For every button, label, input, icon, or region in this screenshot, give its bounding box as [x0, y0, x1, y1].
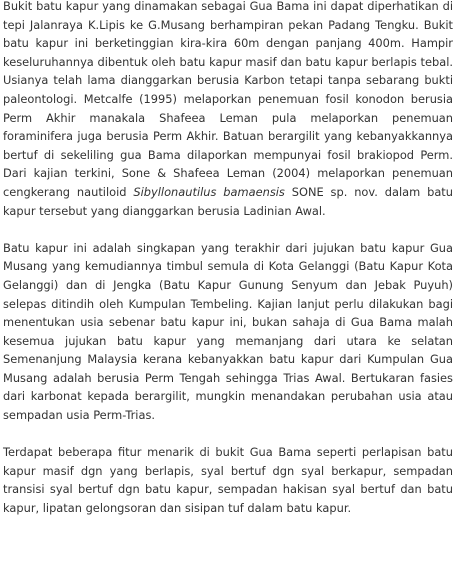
paragraph-limestone-sequence: Batu kapur ini adalah singkapan yang terakhir dari jujukan batu kapur Gua Musang yang kemudiannya timbul semula di Kota Gelanggi (Batu Kapur Kota Gelanggi) dan di Jengka (Batu Kapur Gunung Senyum dan Jebak Puyuh) selepas ditindih oleh Kumpulan Tembeling. Kajian lanjut perlu dilakukan bagi menentukan usia sebenar batu kapur ini, bukan sahaja di Gua Bama malah kesemua jujukan batu kapur yang memanjang dari utara ke selatan Semenanjung Malaysia kerana kebanyakkan batu kapur dari Kumpulan Gua Musang adalah berusia Perm Tengah sehingga Trias Awal. Bertukaran fasies dari karbonat kepada berargilit, mungkin menandakan perubahan usia atau sempadan usia Perm-Trias.	[3, 240, 453, 423]
species-name: Sibyllonautilus bamaensis	[133, 184, 285, 199]
paragraph-1-text-start: Bukit batu kapur yang dinamakan sebagai Gua Bama ini dapat diperhatikan di tepi Jalanraya K.Lipis ke G.Musang berhampiran pekan Padang Tengku. Bukit batu kapur ini berketinggian kira-kira 60m dengan panjang 400m. Hampir keseluruhannya dibentuk oleh batu kapur masif dan batu kapur berlapis tebal. Usianya telah lama dianggarkan berusia Karbon tetapi tanpa sebarang bukti paleontologi. Metcalfe (1995) melaporkan penemuan fosil konodon berusia Perm Akhir manakala Shafeea Leman pula melaporkan penemuan foraminifera juga berusia Perm Akhir. Batuan berargilit yang kebanyakkannya bertuf di sekeliling gua Bama dilaporkan mempunyai fosil brakiopod Perm. Dari kajian terkini, Sone & Shafeea Leman (2004) melaporkan penemuan cengkerang nautiloid	[3, 0, 453, 199]
paragraph-1-text-end: SONE sp. nov. dalam batu kapur tersebut yang dianggarkan berusia Ladinian Awal.	[3, 184, 453, 218]
paragraph-gua-bama-overview	[3, 0, 453, 220]
paragraph-features: Terdapat beberapa fitur menarik di bukit Gua Bama seperti perlapisan batu kapur masif dgn yang berlapis, syal bertuf dgn syal berkapur, sempadan transisi syal bertuf dgn batu kapur, sempadan hakisan syal bertuf dan batu kapur, lipatan gelongsoran dan sisipan tuf dalam batu kapur.	[3, 445, 453, 516]
article-body	[3, 0, 453, 518]
